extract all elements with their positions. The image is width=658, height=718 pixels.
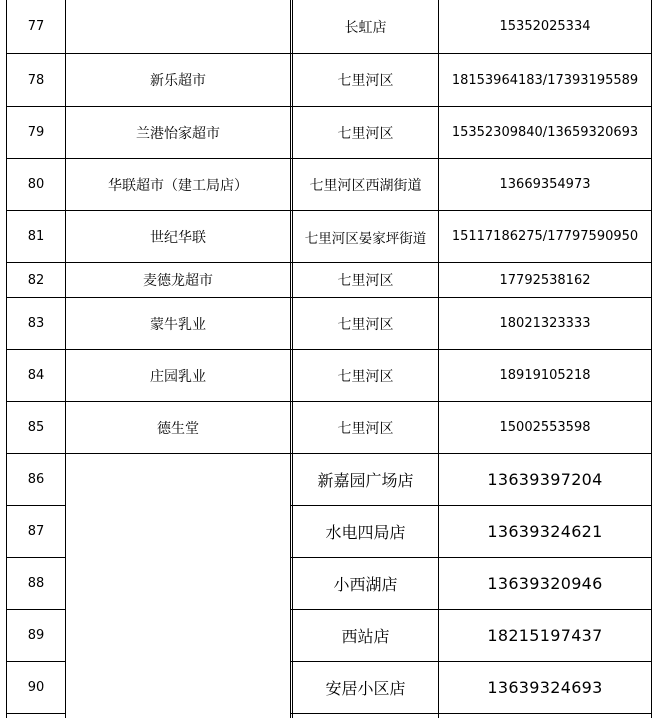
row-number: 89 — [27, 628, 45, 643]
branch-name: 安居小区店 — [325, 679, 406, 698]
phone-number: 15352309840/13659320693 — [451, 125, 639, 140]
branch-name: 七里河区 — [337, 420, 394, 437]
phone-number: 15352025334 — [499, 19, 591, 34]
branch-name: 长虹店 — [344, 19, 387, 36]
phone-number: 15002553598 — [499, 420, 591, 435]
store-name: 新乐超市 — [150, 73, 206, 89]
branch-name: 七里河区 — [337, 316, 394, 333]
row-divider — [291, 713, 652, 714]
row-number: 86 — [27, 472, 45, 487]
branch-name: 新嘉园广场店 — [317, 471, 414, 490]
phone-number: 13639324693 — [487, 678, 603, 697]
col-divider — [290, 0, 291, 718]
branch-name: 水电四局店 — [325, 523, 406, 542]
store-name: 庄园乳业 — [150, 368, 206, 385]
store-name: 兰港怡家超市 — [136, 125, 220, 142]
row-number: 80 — [27, 177, 45, 192]
store-name: 蒙牛乳业 — [150, 316, 206, 333]
row-number: 83 — [27, 316, 45, 331]
store-name: 世纪华联 — [150, 229, 206, 246]
phone-number: 13639324621 — [487, 522, 603, 541]
branch-name: 七里河区 — [337, 73, 394, 89]
branch-name: 七里河区 — [337, 125, 394, 142]
row-number: 84 — [27, 368, 45, 383]
phone-number: 17792538162 — [499, 272, 591, 288]
phone-number: 13669354973 — [499, 177, 591, 192]
col-divider — [651, 0, 652, 718]
phone-number: 18153964183/17393195589 — [451, 72, 639, 88]
phone-number: 13639320946 — [487, 574, 603, 593]
phone-number: 18021323333 — [499, 316, 591, 331]
row-number: 88 — [27, 576, 45, 591]
row-number: 77 — [27, 19, 45, 34]
phone-number: 13639397204 — [487, 470, 603, 489]
row-number: 85 — [27, 420, 45, 435]
branch-name: 七里河区 — [337, 273, 394, 289]
phone-number: 18919105218 — [499, 368, 591, 383]
store-name: 麦德龙超市 — [143, 273, 213, 289]
row-number: 87 — [27, 524, 45, 539]
branch-name: 小西湖店 — [333, 575, 398, 594]
row-number: 78 — [27, 72, 45, 88]
store-name: 德生堂 — [157, 420, 199, 437]
phone-number: 18215197437 — [487, 626, 603, 645]
branch-name: 西站店 — [341, 627, 390, 646]
store-name: 华联超市（建工局店） — [108, 177, 248, 194]
row-number: 82 — [27, 272, 45, 288]
row-number: 81 — [27, 229, 45, 244]
row-divider — [6, 713, 66, 714]
branch-name: 七里河区西湖街道 — [309, 177, 422, 194]
branch-name: 七里河区晏家坪街道 — [304, 230, 427, 247]
branch-name: 七里河区 — [337, 368, 394, 385]
row-number: 79 — [27, 125, 45, 140]
row-number: 90 — [27, 680, 45, 695]
phone-number: 15117186275/17797590950 — [451, 229, 639, 244]
